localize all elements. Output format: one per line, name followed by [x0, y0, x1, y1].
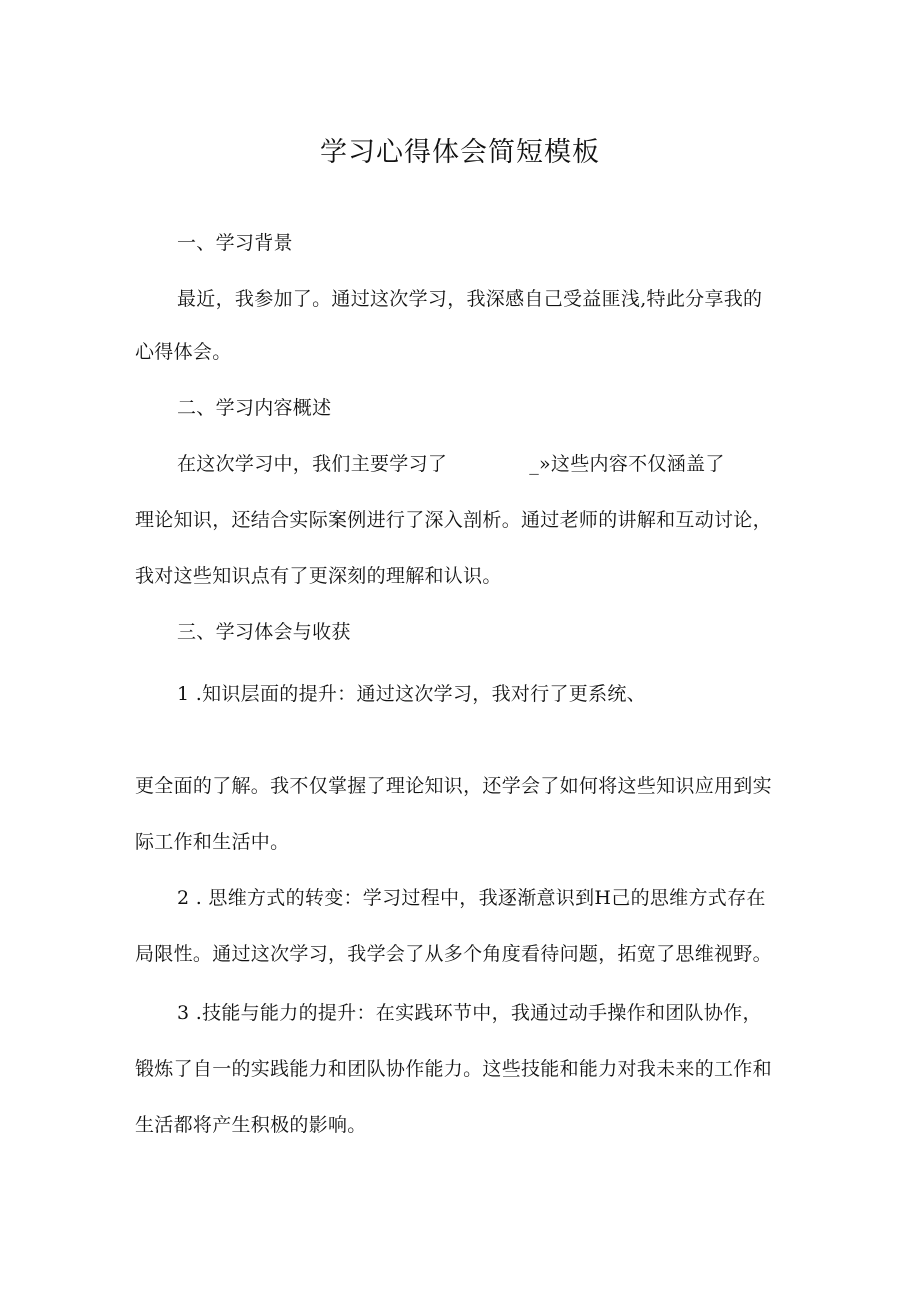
- document-title: 学习心得体会简短模板: [320, 137, 600, 168]
- list-item-line: 3 .技能与能力的提升：在实践环节中，我通过动手操作和团队协作，: [177, 1002, 762, 1024]
- list-item-line: 1 .知识层面的提升：通过这次学习，我对行了更系统、: [177, 683, 646, 705]
- paragraph-line: 心得体会。: [135, 341, 232, 363]
- paragraph-text: _»这些内容不仅涵盖了: [529, 453, 725, 475]
- list-item-line: 生活都将产生积极的影响。: [135, 1114, 367, 1136]
- section-heading-gains: 三、学习体会与收获: [177, 621, 351, 643]
- section-heading-background: 一、学习背景: [177, 232, 293, 254]
- list-item-line: 2 . 思维方式的转变：学习过程中，我逐渐意识到H己的思维方式存在: [177, 887, 766, 909]
- paragraph-line: 理论知识，还结合实际案例进行了深入剖析。通过老师的讲解和互动讨论，: [135, 509, 772, 531]
- paragraph-line: [177, 449, 725, 479]
- list-item-line: 锻炼了自一的实践能力和团队协作能力。这些技能和能力对我未来的工作和: [135, 1058, 772, 1080]
- paragraph-text: 在这次学习中，我们主要学习了: [177, 453, 448, 475]
- list-item-line: 局限性。通过这次学习，我学会了从多个角度看待问题，拓宽了思维视野。: [135, 943, 772, 965]
- paragraph-line: 我对这些知识点有了更深刻的理解和认识。: [135, 565, 502, 587]
- list-item-line: 际工作和生活中。: [135, 831, 290, 853]
- section-heading-overview: 二、学习内容概述: [177, 397, 332, 419]
- paragraph-line: 最近，我参加了。通过这次学习，我深感自己受益匪浅,特此分享我的: [177, 288, 763, 310]
- list-item-line: 更全面的了解。我不仅掌握了理论知识，还学会了如何将这些知识应用到实: [135, 775, 772, 797]
